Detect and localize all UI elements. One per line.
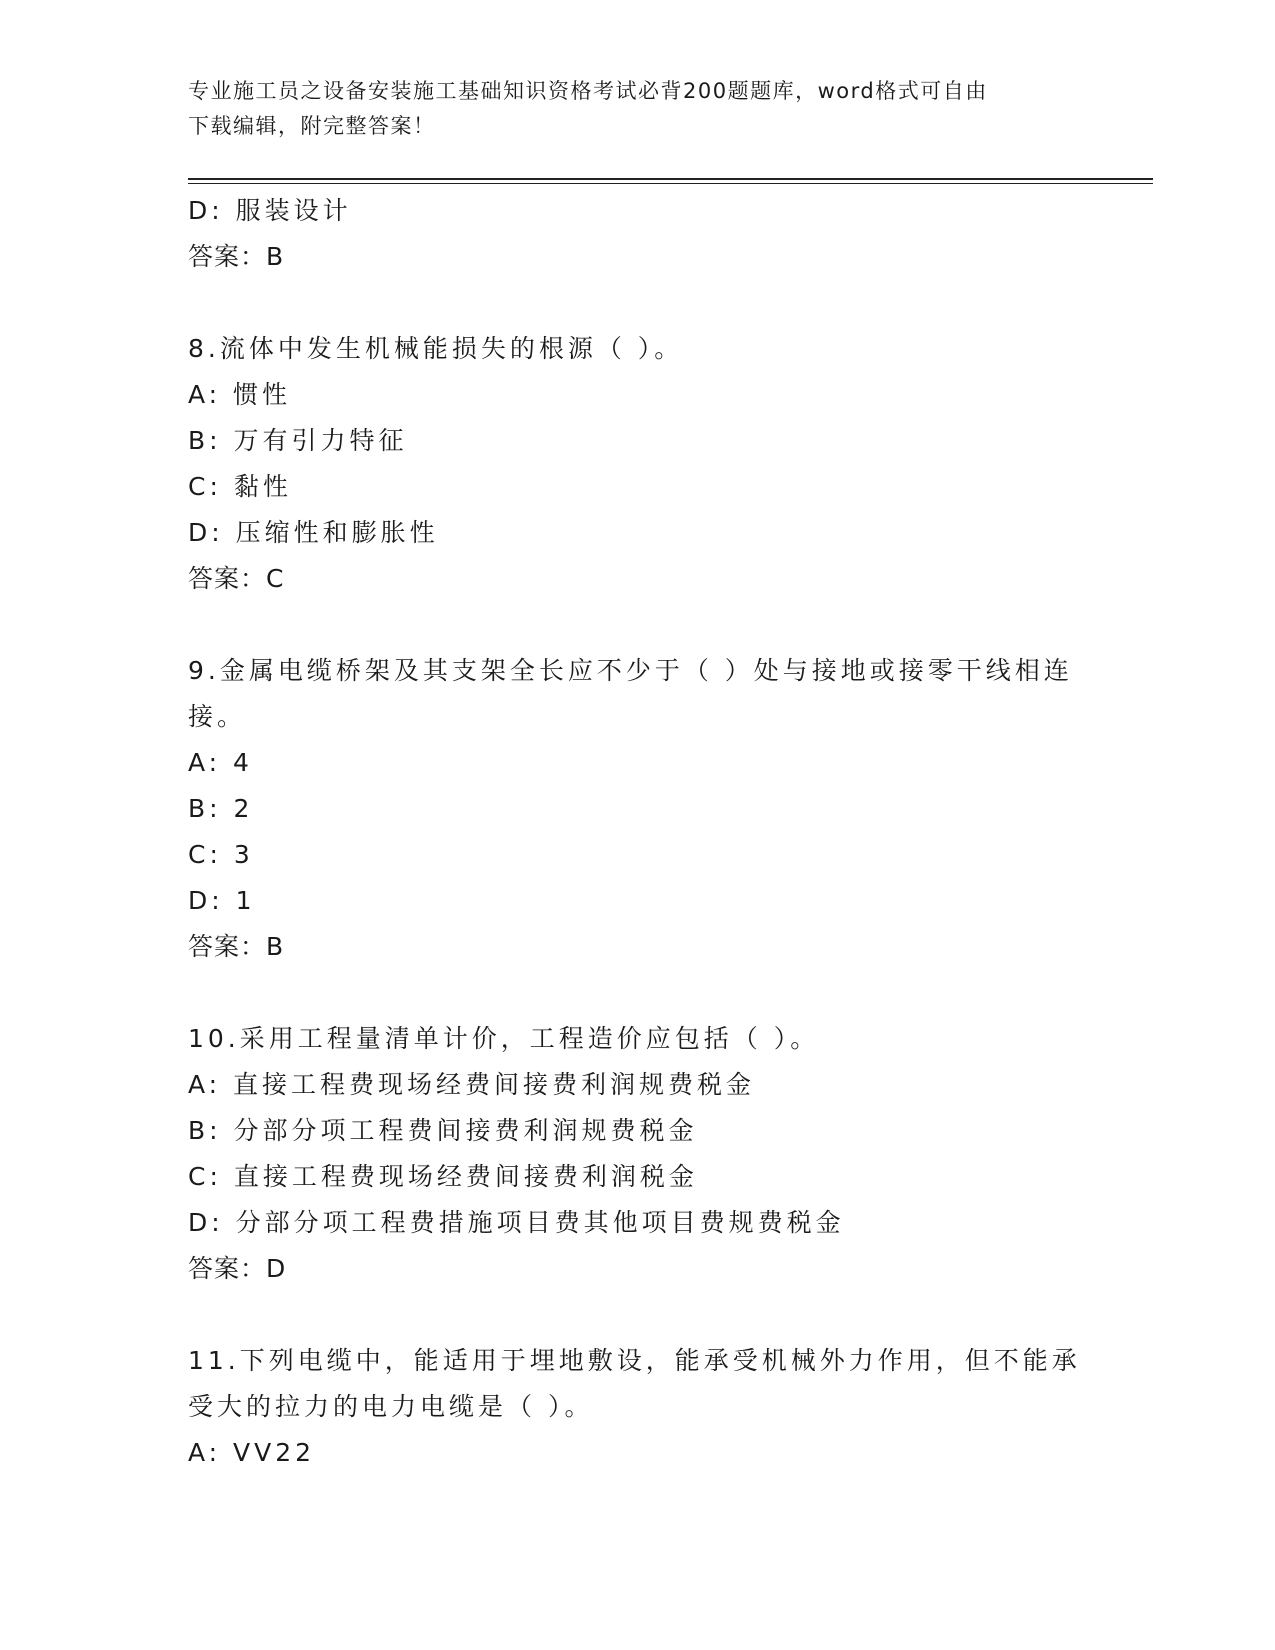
option-d: D: 服装设计: [188, 196, 352, 225]
question-text: 8.流体中发生机械能损失的根源（ ）。: [188, 334, 684, 363]
answer-line: 答案：C: [188, 564, 285, 593]
option-d: D: 压缩性和膨胀性: [188, 518, 439, 547]
header-line-1: 专业施工员之设备安装施工基础知识资格考试必背200题题库，word格式可自由: [188, 79, 988, 103]
question-10: [188, 1016, 1088, 1292]
option-c: C: 直接工程费现场经费间接费利润税金: [188, 1162, 698, 1191]
option-b: B: 2: [188, 794, 254, 823]
header-divider-thin: [188, 183, 1153, 184]
question-text-continued: 受大的拉力的电力电缆是（ ）。: [188, 1392, 594, 1421]
option-c: C: 3: [188, 840, 254, 869]
header-line-2: 下载编辑，附完整答案！: [188, 114, 436, 138]
question-content: [188, 188, 1088, 1476]
question-11: [188, 1338, 1088, 1476]
question-8: [188, 326, 1088, 602]
carryover-block: [188, 188, 1088, 280]
question-9: [188, 648, 1088, 970]
option-d: D: 1: [188, 886, 256, 915]
option-b: B: 万有引力特征: [188, 426, 408, 455]
question-text: 11.下列电缆中，能适用于埋地敷设，能承受机械外力作用，但不能承: [188, 1346, 1081, 1375]
option-d: D: 分部分项工程费措施项目费其他项目费规费税金: [188, 1208, 845, 1237]
option-a: A: 惯性: [188, 380, 292, 409]
option-a: A: 直接工程费现场经费间接费利润规费税金: [188, 1070, 756, 1099]
answer-line: 答案：B: [188, 242, 285, 271]
question-text: 10.采用工程量清单计价，工程造价应包括（ ）。: [188, 1024, 820, 1053]
option-c: C: 黏性: [188, 472, 292, 501]
header-divider-thick: [188, 178, 1153, 180]
question-text-continued: 接。: [188, 702, 247, 731]
option-a: A: 4: [188, 748, 253, 777]
option-b: B: 分部分项工程费间接费利润规费税金: [188, 1116, 698, 1145]
question-text: 9.金属电缆桥架及其支架全长应不少于（ ）处与接地或接零干线相连: [188, 656, 1073, 685]
option-a: A: VV22: [188, 1438, 316, 1467]
answer-line: 答案：D: [188, 1254, 287, 1283]
answer-line: 答案：B: [188, 932, 285, 961]
page-header: [188, 74, 1068, 144]
